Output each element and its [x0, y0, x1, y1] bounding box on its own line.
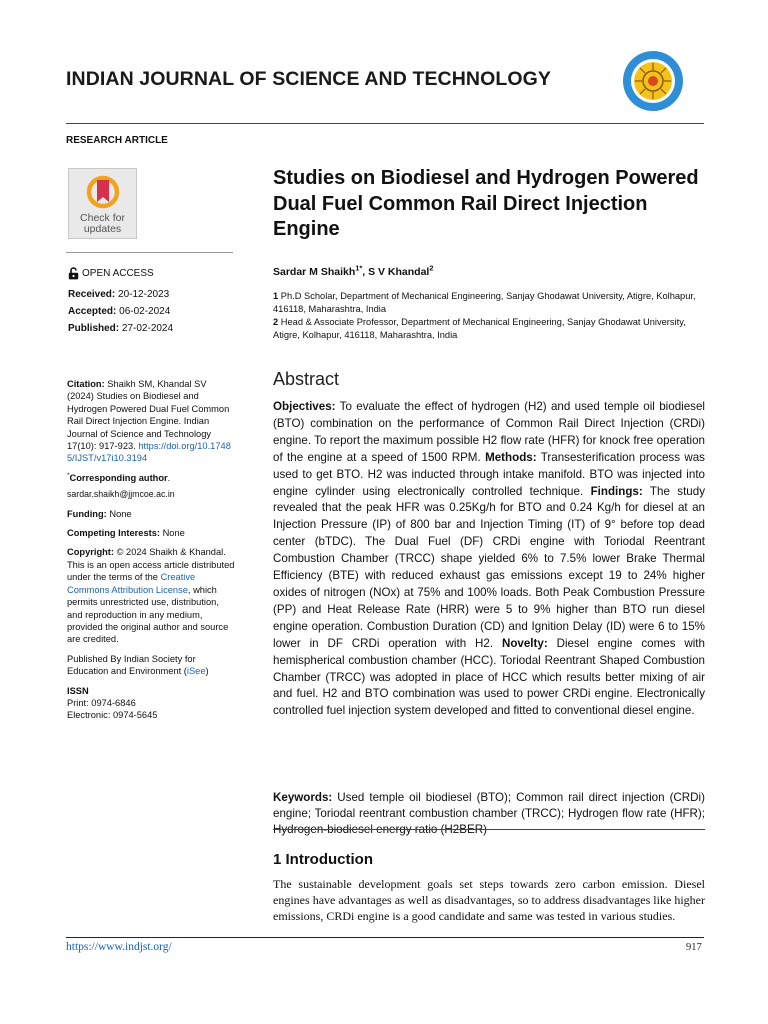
- introduction-text: The sustainable development goals set steps towards zero carbon emission. Diesel engines have advantages as well as disadvantages, so to address disadvantages like higher emissions, CRDi engine is a good candidate and same was tested in various studies.: [273, 877, 705, 923]
- paper-title: Studies on Biodiesel and Hydrogen Powered Dual Fuel Common Rail Direct Injection Engine: [273, 167, 699, 240]
- abstract-body: Objectives: To evaluate the effect of hydrogen (H2) and used temple oil biodiesel (BTO) combination on the performance of Common Rail Direct Injection (CRDi) engine. To report the maximum possible H2 flow rate (HFR) for knock free operation of the engine at a speed of 1500 RPM. Methods: Transesterification process was used to get BTO. H2 was inducted through intake manifold. BTO was injected into engine cylinder using electronically controlled technique. Findings: The study revealed that the peak HFR was 0.25Kg/h for BTO and 0.24 Kg/h for diesel at an Injection Pressure (IP) of 800 bar and Injection Timing (IT) of 9° before top dead center (bTDC). The Dual Fuel (DF) CRDi engine with Toriodal Reentrant Combustion Chamber (TRCC) shape yielded 6% to 7.5% lower Brake Thermal Efficiency (BTE) with reduced exhaust gas emissions except 19 to 24% higher oxides of nitrogen (NOx) at 75% and 100% loads. Both Peak Combustion Pressure (PP) and Heat Release Rate (HRR) were 5 to 9% higher than BTO run diesel engine operation. Combustion Duration (CD) and Ignition Delay (ID) were 6 to 15% lower in DF CRDi operation with H2. Novelty: Diesel engine comes with hemispherical combustion chamber (HCC). Toriodal Reentrant Shaped Combustion Chamber (TRCC) was adopted in place of HCC which results better mixing of air and fuel. H2 and BTO combination was used to power CRDi engine. Electronically controlled fuel injection system developed and fitted to conventional diesel engine.: [273, 400, 705, 718]
- bookmark-ring-icon: [86, 175, 120, 211]
- badge-line1: Check for: [80, 212, 125, 224]
- received-date: Received: 20-12-2023: [68, 289, 170, 300]
- abstract-findings: The study revealed that the peak HFR was 0.25Kg/h for BTO and 0.24 Kg/h for diesel at an Injection Pressure (IP) of 800 bar and Injection Timing (IT) of 9° before top dead center (bTDC). The Dual Fuel (DF) CRDi engine with Toriodal Reentrant Combustion Chamber (TRCC) shape yielded 6% to 7.5% lower Brake Thermal Efficiency (BTE) with reduced exhaust gas emissions except 19 to 24% higher oxides of nitrogen (NOx) at 75% and 100% loads. Both Peak Combustion Pressure (PP) and Heat Release Rate (HRR) were 5 to 9% higher than BTO run diesel engine operation. Combustion Duration (CD) and Ignition Delay (ID) were 6 to 15% lower in DF CRDi operation with H2.: [273, 484, 705, 650]
- journal-website-link[interactable]: https://www.indjst.org/: [66, 941, 172, 953]
- journal-title: INDIAN JOURNAL OF SCIENCE AND TECHNOLOGY: [66, 68, 552, 90]
- copyright: Copyright: © 2024 Shaikh & Khandal. This is an open access article distributed under the terms of the Creative Commons Attribution License, which permits unrestricted use, distribution, and reproduction in any medium, provided the original author and source are credited.: [67, 547, 235, 645]
- abstract-methods: Transesterification process was used to get BTO. H2 was inducted through intake manifold. BTO was injected into engine cylinder using electronically controlled technique.: [273, 450, 705, 498]
- affiliations: [273, 290, 705, 342]
- accepted-date: Accepted: 06-02-2024: [68, 306, 171, 317]
- open-access-label: [68, 267, 154, 280]
- isee-link[interactable]: iSee: [186, 666, 206, 677]
- open-lock-icon: [68, 267, 79, 280]
- abstract-heading: Abstract: [273, 369, 340, 389]
- issn: ISSN Print: 0974-6846 Electronic: 0974-5645: [67, 685, 158, 721]
- abstract-objectives: To evaluate the effect of hydrogen (H2) and used temple oil biodiesel (BTO) combination on the performance of Common Rail Direct Injection (CRDi) engine. To report the maximum possible H2 flow rate (HFR) for knock free operation of the engine at a speed of 1500 RPM.: [273, 400, 705, 464]
- header-divider: [66, 123, 704, 124]
- publisher: Published By Indian Society for Education and Environment (iSee): [67, 653, 209, 677]
- corresponding-email[interactable]: sardar.shaikh@jjmcoe.ac.in: [67, 489, 175, 500]
- abstract-divider: [273, 829, 705, 830]
- doi-link[interactable]: https://doi.org/10.17485/IJST/v17i10.3194: [67, 441, 231, 464]
- abstract-novelty: Diesel engine comes with hemispherical combustion chamber (HCC). Toriodal Reentrant Shaped Combustion Chamber (TRCC) was adopted in place of HCC which results better mixing of air and fuel. H2 and BTO combination was used to power CRDi engine. Electronically controlled fuel injection system developed and fitted to conventional diesel engine.: [273, 636, 705, 718]
- citation: Citation: Shaikh SM, Khandal SV (2024) Studies on Biodiesel and Hydrogen Powered Dual Fuel Common Rail Direct Injection Engine. Indian Journal of Science and Technology 17(10): 917-923. https://doi.org/10.17485/IJST/v17i10.3194: [67, 379, 231, 464]
- keywords: Keywords: Used temple oil biodiesel (BTO); Common rail direct injection (CRDi) engine; Toriodal reentrant combustion chamber (TRCC); Hydrogen flow rate (HFR); Hydrogen-biodiesel energy ratio (H2BER): [273, 791, 705, 837]
- article-type: RESEARCH ARTICLE: [66, 135, 168, 146]
- footer-divider: [66, 937, 704, 938]
- journal-seal-icon: [622, 50, 684, 112]
- page-number: 917: [686, 942, 702, 953]
- competing-interests: Competing Interests: None: [67, 528, 185, 539]
- introduction-heading: 1 Introduction: [273, 851, 373, 868]
- published-date: Published: 27-02-2024: [68, 323, 174, 334]
- affiliation-2: 2 Head & Associate Professor, Department of Mechanical Engineering, Sanjay Ghodawat University, Atigre, Kolhapur, 416118, Maharashtra, India: [273, 317, 686, 340]
- affiliation-1: 1 Ph.D Scholar, Department of Mechanical Engineering, Sanjay Ghodawat University, Atigre, Kolhapur, 416118, Maharashtra, India: [273, 291, 696, 314]
- author-list: Sardar M Shaikh$^{1*}$, S V Khandal$^2$: [273, 263, 434, 278]
- sidebar-details: [67, 378, 235, 729]
- funding: Funding: None: [67, 508, 132, 519]
- sidebar-divider: [66, 252, 233, 253]
- license-link[interactable]: Creative Commons Attribution License: [67, 572, 196, 595]
- badge-line2: updates: [83, 223, 122, 235]
- open-access-text: OPEN ACCESS: [82, 268, 154, 279]
- check-for-updates-badge[interactable]: [68, 168, 137, 239]
- corresponding-author: *Corresponding author.: [67, 471, 171, 483]
